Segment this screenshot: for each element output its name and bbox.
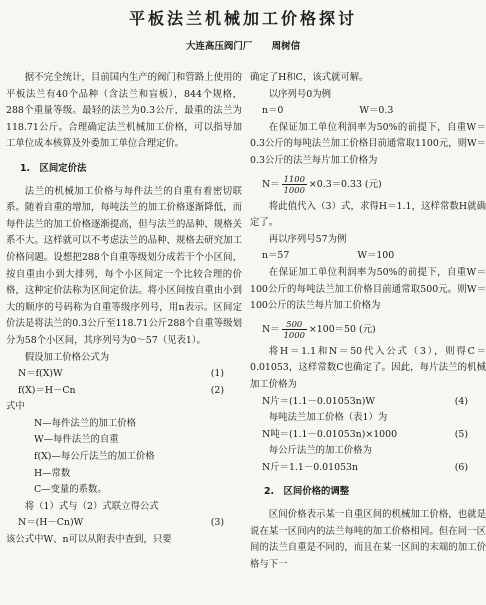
section2-paragraph: 区间价格表示某一自重区间的机械加工价格，也就是说在某一区间内的法兰每吨的加工价格相同。但在同一区间的法兰自重是不同的，而且在某一区间的末端的加工价格与下一 <box>250 509 486 570</box>
formula-4-number: (4) <box>454 395 468 407</box>
solve-sentence: 确定了H和C，该式就可解。 <box>250 72 369 83</box>
equation-2-lhs: N＝ <box>262 323 280 335</box>
formula-6-text: N斤＝1.1－0.01053n <box>262 461 359 473</box>
formula-3-text: N＝(H－Cn)W <box>18 517 84 529</box>
equation-1-fraction <box>282 174 307 195</box>
formula-6 <box>250 460 486 477</box>
formula-1-text: N＝f(X)W <box>18 368 63 380</box>
formula-2-text: f(X)＝H－Cn <box>18 384 76 396</box>
equation-2 <box>262 319 486 340</box>
section-heading-2: 2. 区间价格的调整 <box>264 486 350 498</box>
formula-1 <box>6 366 242 383</box>
formula-5-text: N吨＝(1.1－0.01053n)×1000 <box>262 428 398 440</box>
example0-paragraph: 在保证加工单位利润率为50%的前提下，自重W＝0.3公斤的每吨法兰加工价格目前通常取1100元，则W＝0.3公斤的法兰每片加工价格为 <box>250 121 486 166</box>
where-label: 式中 <box>6 401 25 413</box>
article-title: 平板法兰机械加工价格探讨 <box>128 9 357 28</box>
formula-2 <box>6 383 242 400</box>
example57-values <box>250 248 486 265</box>
formula-3-number: (3) <box>210 517 224 529</box>
intro-paragraph: 据不完全统计，目前国内生产的阀门和管路上使用的平板法兰有40个品种（含法兰和盲板），844个规格，288个重量等级。最轻的法兰为0.3公斤，最重的法兰为118.71公斤。合理确定法兰机械加工价格，可以指导加工单位成本核算及外委加工单位合理定价。 <box>6 72 242 150</box>
example0-label: 以序列号0为例 <box>268 88 332 100</box>
example57-n: n＝57 <box>262 250 290 262</box>
definition-w: W—每件法兰的自重 <box>34 434 119 446</box>
definition-fx: f(X)—每公斤法兰的加工价格 <box>34 451 155 463</box>
equation-2-denominator: 1000 <box>283 329 305 340</box>
constant-h-paragraph: 将此值代入（3）式，求得H＝1.1，这样常数H就确定了。 <box>250 200 486 229</box>
per-ton-label: 每吨法兰加工价格（表1）为 <box>268 412 388 424</box>
equation-2-fraction <box>282 319 307 340</box>
example57-label: 再以序列号57为例 <box>268 233 347 245</box>
formula-6-number: (6) <box>454 461 468 473</box>
formula-5-number: (5) <box>454 428 468 440</box>
example0-n: n＝0 <box>262 105 284 117</box>
example57-w: W＝100 <box>357 250 395 262</box>
equation-1 <box>262 174 486 195</box>
equation-1-rhs: ×0.3＝0.33 (元) <box>308 178 382 190</box>
equation-1-numerator: 1100 <box>283 173 305 184</box>
example0-values <box>250 103 486 120</box>
definition-n: N—每件法兰的加工价格 <box>34 417 136 429</box>
formula-4-text: N片＝(1.1－0.01053n)W <box>262 395 375 407</box>
author-line <box>0 38 486 52</box>
formula-4 <box>250 394 486 411</box>
constant-c-paragraph: 将H＝1.1和N＝50代入公式（3），则得C＝0.01053，这样常数C也确定了。因此，每片法兰的机械加工价格为 <box>250 345 486 390</box>
lookup-paragraph: 该公式中W、n可以从附表中查到，只要 <box>6 534 172 546</box>
equation-2-numerator: 500 <box>282 319 307 330</box>
example57-paragraph: 在保证加工单位利润率为50%的前提下，自重W＝100公斤的每吨法兰加工价格目前通常取500元。则W＝100公斤的法兰每片加工价格为 <box>250 266 486 312</box>
author-name: 周树信 <box>271 41 301 52</box>
section-heading-1: 1. 区间定价法 <box>20 162 87 174</box>
example0-w: W＝0.3 <box>359 105 394 117</box>
definition-c: C—变量的系数。 <box>34 484 107 496</box>
combine-paragraph: 将（1）式与（2）式联立得公式 <box>24 500 159 512</box>
definition-h: H—常数 <box>34 467 71 479</box>
formula-2-number: (2) <box>210 384 224 396</box>
equation-1-lhs: N＝ <box>262 178 280 190</box>
formula-5 <box>250 427 486 444</box>
per-kg-label: 每公斤法兰的加工价格为 <box>268 445 372 457</box>
author-org: 大连高压阀门厂 <box>185 41 253 52</box>
formula-3 <box>6 515 242 532</box>
equation-2-rhs: ×100＝50 (元) <box>308 323 376 335</box>
formula-1-number: (1) <box>210 368 224 380</box>
section1-paragraph: 法兰的机械加工价格与每件法兰的自重有着密切联系。随着自重的增加，每吨法兰的加工价格逐渐降低，而每件法兰的加工价格逐渐提高，但与法兰的品种、规格关系不大。这样就可以不考虑法兰的品种、规格去研究加工价格问题。设想把288个自重等级划分成若干个小区间，按自重由小到大排列，每个小区间定一个比较合理的价格，这种定价法称为区间定价法。将小区间按自重由小到大的顺序的号码称为自重等级序列号，用n表示。区间定价法是将法兰的0.3公斤至118.71公斤288个自重等级划分为58个小区间，其序列号为0～57（见表1）。 <box>6 185 242 346</box>
equation-1-denominator: 1000 <box>283 184 305 195</box>
left-column <box>6 70 242 549</box>
formula-intro: 假设加工价格公式为 <box>24 351 110 363</box>
right-column <box>250 70 486 573</box>
